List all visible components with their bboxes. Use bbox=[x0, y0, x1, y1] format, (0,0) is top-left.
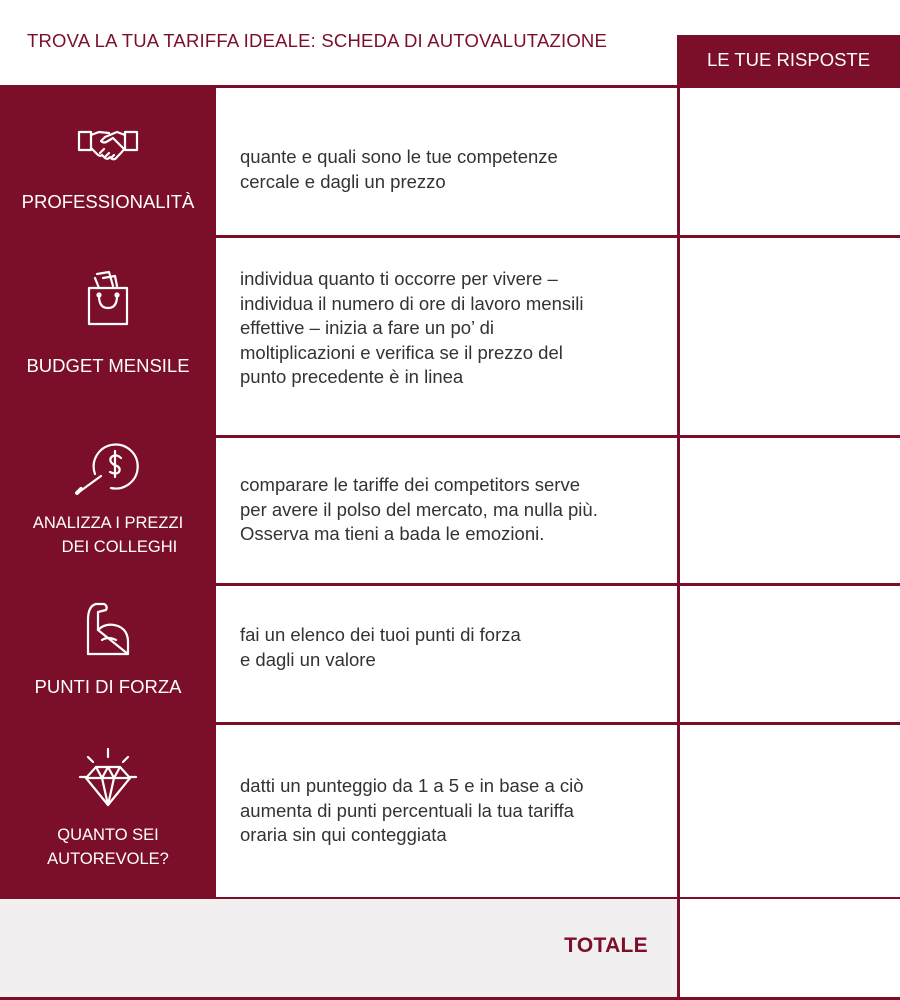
answer-cell[interactable] bbox=[680, 438, 900, 583]
answers-column-divider bbox=[677, 85, 680, 1000]
row-autorevolezza bbox=[0, 725, 900, 898]
category-label: ANALIZZA I PREZZI DEI COLLEGHI bbox=[32, 514, 184, 556]
dollar-search-icon bbox=[0, 440, 216, 496]
category-cell bbox=[0, 238, 216, 435]
row-punti-di-forza bbox=[0, 586, 900, 722]
category-label: QUANTO SEI AUTOREVOLE? bbox=[47, 826, 169, 868]
category-label: BUDGET MENSILE bbox=[26, 355, 190, 376]
category-cell bbox=[0, 725, 216, 898]
category-description: fai un elenco dei tuoi punti di forza e dagli un valore bbox=[240, 624, 521, 670]
total-divider bbox=[0, 897, 900, 899]
answer-cell[interactable] bbox=[680, 88, 900, 235]
answer-cell[interactable] bbox=[680, 725, 900, 898]
answer-cell[interactable] bbox=[680, 238, 900, 435]
answers-column-header: LE TUE RISPOSTE bbox=[677, 35, 900, 85]
category-description: comparare le tariffe dei competitors serve per avere il polso del mercato, ma nulla più. Osserva ma tieni a bada le emozioni. bbox=[240, 474, 598, 544]
category-description: quante e quali sono le tue competenze cercale e dagli un prezzo bbox=[240, 146, 558, 192]
total-label: TOTALE bbox=[564, 934, 648, 957]
row-professionalita bbox=[0, 88, 900, 235]
shopping-bag-icon bbox=[0, 270, 216, 328]
diamond-icon bbox=[0, 747, 216, 809]
category-description: datti un punteggio da 1 a 5 e in base a ciò aumenta di punti percentuali la tua tariffa oraria sin qui conteggiata bbox=[240, 775, 584, 845]
category-cell bbox=[0, 586, 216, 722]
flexed-arm-icon bbox=[0, 600, 216, 658]
row-budget-mensile bbox=[0, 238, 900, 435]
page-title: TROVA LA TUA TARIFFA IDEALE: SCHEDA DI AUTOVALUTAZIONE bbox=[27, 30, 608, 51]
handshake-icon bbox=[0, 126, 216, 166]
answer-cell[interactable] bbox=[680, 586, 900, 722]
category-description: individua quanto ti occorre per vivere – individua il numero di ore di lavoro mensili effettive – inizia a fare un po’ di moltiplicazioni e verifica se il prezzo del punto precedente è in linea bbox=[240, 268, 584, 387]
category-cell bbox=[0, 88, 216, 235]
total-answer-cell[interactable] bbox=[680, 898, 900, 997]
category-cell bbox=[0, 438, 216, 583]
row-analizza-prezzi bbox=[0, 438, 900, 583]
category-label: PROFESSIONALITÀ bbox=[21, 191, 195, 212]
total-row bbox=[0, 898, 900, 997]
category-label: PUNTI DI FORZA bbox=[34, 676, 182, 697]
